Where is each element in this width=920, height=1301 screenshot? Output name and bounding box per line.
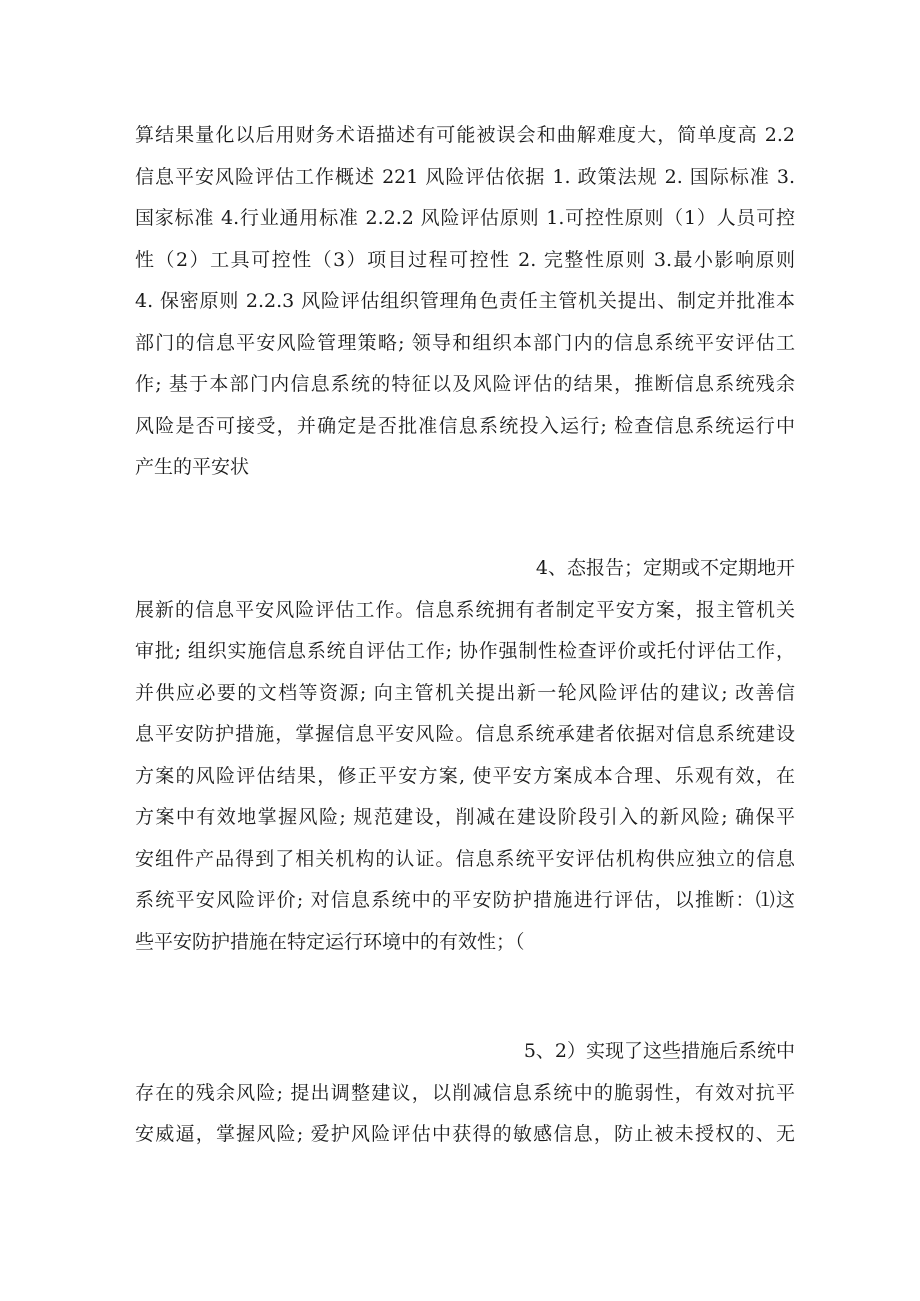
text-line: 安威逼，掌握风险; 爱护风险评估中获得的敏感信息，防止被未授权的、无 [135, 1123, 795, 1145]
text-line: 展新的信息平安风险评估工作。信息系统拥有者制定平安方案，报主管机关 [135, 598, 795, 621]
text-line: 风险是否可接受，并确定是否批准信息系统投入运行; 检查信息系统运行中 [135, 414, 795, 437]
text-line: 算结果量化以后用财务术语描述有可能被误会和曲解难度大，简单度高 2.2 [135, 124, 795, 146]
paragraph-3 [135, 1031, 795, 1156]
text-line: 作; 基于本部门内信息系统的特征以及风险评估的结果，推断信息系统残余 [135, 373, 795, 395]
text-line: 并供应必要的文档等资源; 向主管机关提出新一轮风险评估的建议; 改善信 [135, 681, 795, 704]
text-line: 性（2）工具可控性（3）项目过程可控性 2. 完整性原则 3.最小影响原则 [135, 248, 795, 271]
paragraph-3-lead: 5、2）实现了这些措施后系统中 [523, 1040, 795, 1062]
text-line: 产生的平安状 [135, 456, 250, 478]
text-line: 息平安防护措施，掌握信息平安风险。信息系统承建者依据对信息系统建设 [135, 723, 795, 745]
text-line: 部门的信息平安风险管理策略; 领导和组织本部门内的信息系统平安评估工 [135, 331, 795, 354]
text-line: 信息平安风险评估工作概述 221 风险评估依据 1. 政策法规 2. 国际标准 3. [135, 165, 795, 188]
text-line: 方案的风险评估结果，修正平安方案, 使平安方案成本合理、乐观有效，在 [135, 764, 795, 787]
text-line: 安组件产品得到了相关机构的认证。信息系统平安评估机构供应独立的信息 [135, 847, 795, 870]
text-line: 系统平安风险评价; 对信息系统中的平安防护措施进行评估，以推断：⑴这 [135, 889, 795, 911]
text-line: 4. 保密原则 2.2.3 风险评估组织管理角色责任主管机关提出、制定并批准本 [135, 290, 795, 312]
text-line: 方案中有效地掌握风险; 规范建设，削减在建设阶段引入的新风险; 确保平 [135, 806, 795, 828]
text-line: 国家标准 4.行业通用标准 2.2.2 风险评估原则 1.可控性原则（1）人员可控 [135, 207, 795, 229]
paragraph-2 [135, 548, 795, 963]
text-line: 审批; 组织实施信息系统自评估工作; 协作强制性检查评价或托付评估工作， [135, 640, 795, 662]
paragraph-1 [135, 115, 795, 489]
paragraph-2-lead: 4、态报告；定期或不定期地开 [535, 557, 795, 579]
text-line: 存在的残余风险; 提出调整建议，以削减信息系统中的脆弱性，有效对抗平 [135, 1081, 795, 1104]
text-line: 些平安防护措施在特定运行环境中的有效性；（ [135, 930, 525, 953]
